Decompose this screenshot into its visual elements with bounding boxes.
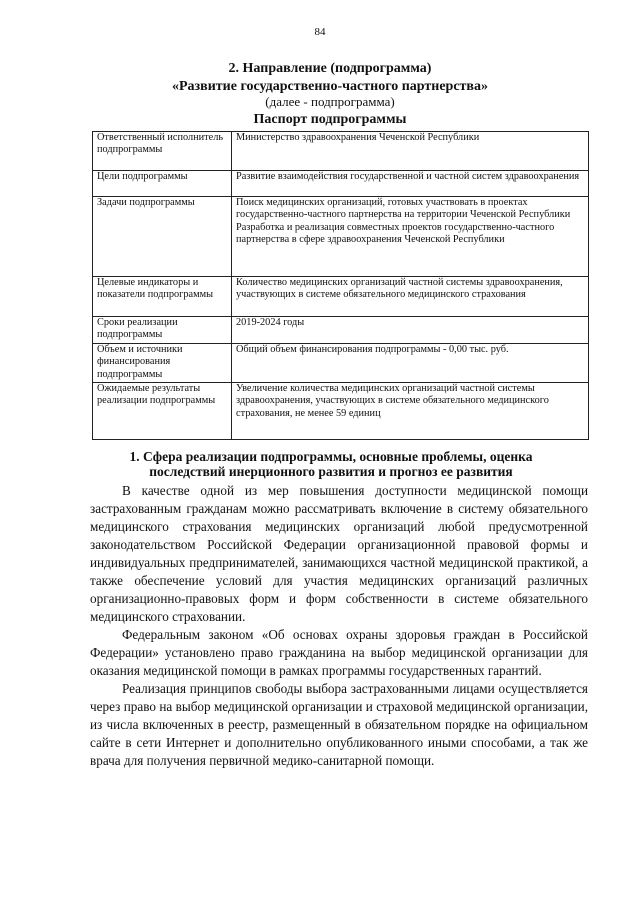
- table-row: [93, 171, 589, 197]
- row-value: Разработка и реализация совместных проектов государственно-частного партнерства в сфере здравоохранения Чеченской Республики: [236, 221, 555, 246]
- row-value: Количество медицинских организаций частной системы здравоохранения, участвующих в системе обязательного медицинского страхования: [232, 277, 589, 317]
- table-row: [93, 383, 589, 440]
- passport-table: [92, 131, 589, 440]
- paragraph: В качестве одной из мер повышения доступности медицинской помощи застрахованным гражданам можно рассматривать включение в систему обязательного медицинского страхования медицинских организаций любой предусмотренной законодательством Российской Федерации организационной правовой формы и индивидуальных предпринимателей, занимающихся частной медицинской практикой, а также обеспечение условий для участия медицинских организаций различных организационно-правовых форм и форм собственности в системе обязательного медицинского страховании.: [90, 483, 588, 624]
- row-value: Развитие взаимодействия государственной и частной систем здравоохранения: [232, 171, 589, 197]
- row-label: Объем и источники финансирования подпрограммы: [93, 344, 232, 383]
- row-label: Сроки реализации подпрограммы: [93, 317, 232, 344]
- section-heading: 1. Сфера реализации подпрограммы, основные проблемы, оценка последствий инерционного развития и прогноз ее развития: [129, 449, 533, 479]
- direction-title: 2. Направление (подпрограмма): [228, 61, 432, 76]
- row-value-group: [232, 197, 589, 277]
- subprogram-note: (далее - подпрограмма): [265, 94, 395, 109]
- paragraph: Федеральным законом «Об основах охраны здоровья граждан в Российской Федерации» установлено право гражданина на выбор медицинской организации для оказания медицинской помощи в рамках программы государственных гарантий.: [90, 627, 588, 678]
- table-row: [93, 197, 589, 277]
- row-label: Ожидаемые результаты реализации подпрограммы: [93, 383, 232, 440]
- row-label: Целевые индикаторы и показатели подпрограммы: [93, 277, 232, 317]
- table-row: [93, 317, 589, 344]
- row-value: Общий объем финансирования подпрограммы - 0,00 тыс. руб.: [232, 344, 589, 383]
- subprogram-title: «Развитие государственно-частного партнерства»: [172, 79, 488, 94]
- paragraph: Реализация принципов свободы выбора застрахованными лицами осуществляется через право на выбор медицинской организации и страховой медицинской организации, из числа включенных в реестр, размещенный в обязательном порядке на официальном сайте в сети Интернет и дополнительно опубликованного иными способами, а так же врача для получения первичной медико-санитарной помощи.: [90, 681, 588, 768]
- row-label: Задачи подпрограммы: [93, 197, 232, 277]
- table-row: [93, 277, 589, 317]
- row-value: Увеличение количества медицинских организаций частной системы здравоохранения, участвующих в системе обязательного медицинского страхования, не менее 59 единиц: [232, 383, 589, 440]
- row-label: Ответственный исполнитель подпрограммы: [93, 132, 232, 171]
- row-value: 2019-2024 годы: [232, 317, 589, 344]
- page-number: 84: [314, 26, 326, 38]
- table-row: [93, 132, 589, 171]
- passport-title: Паспорт подпрограммы: [253, 112, 407, 127]
- row-value: Поиск медицинских организаций, готовых участвовать в проектах государственно-частного партнерства на территории Чеченской Республики: [236, 197, 571, 221]
- row-label: Цели подпрограммы: [93, 171, 232, 197]
- row-value: Министерство здравоохранения Чеченской Республики: [232, 132, 589, 171]
- table-row: [93, 344, 589, 383]
- body-text: [90, 482, 588, 770]
